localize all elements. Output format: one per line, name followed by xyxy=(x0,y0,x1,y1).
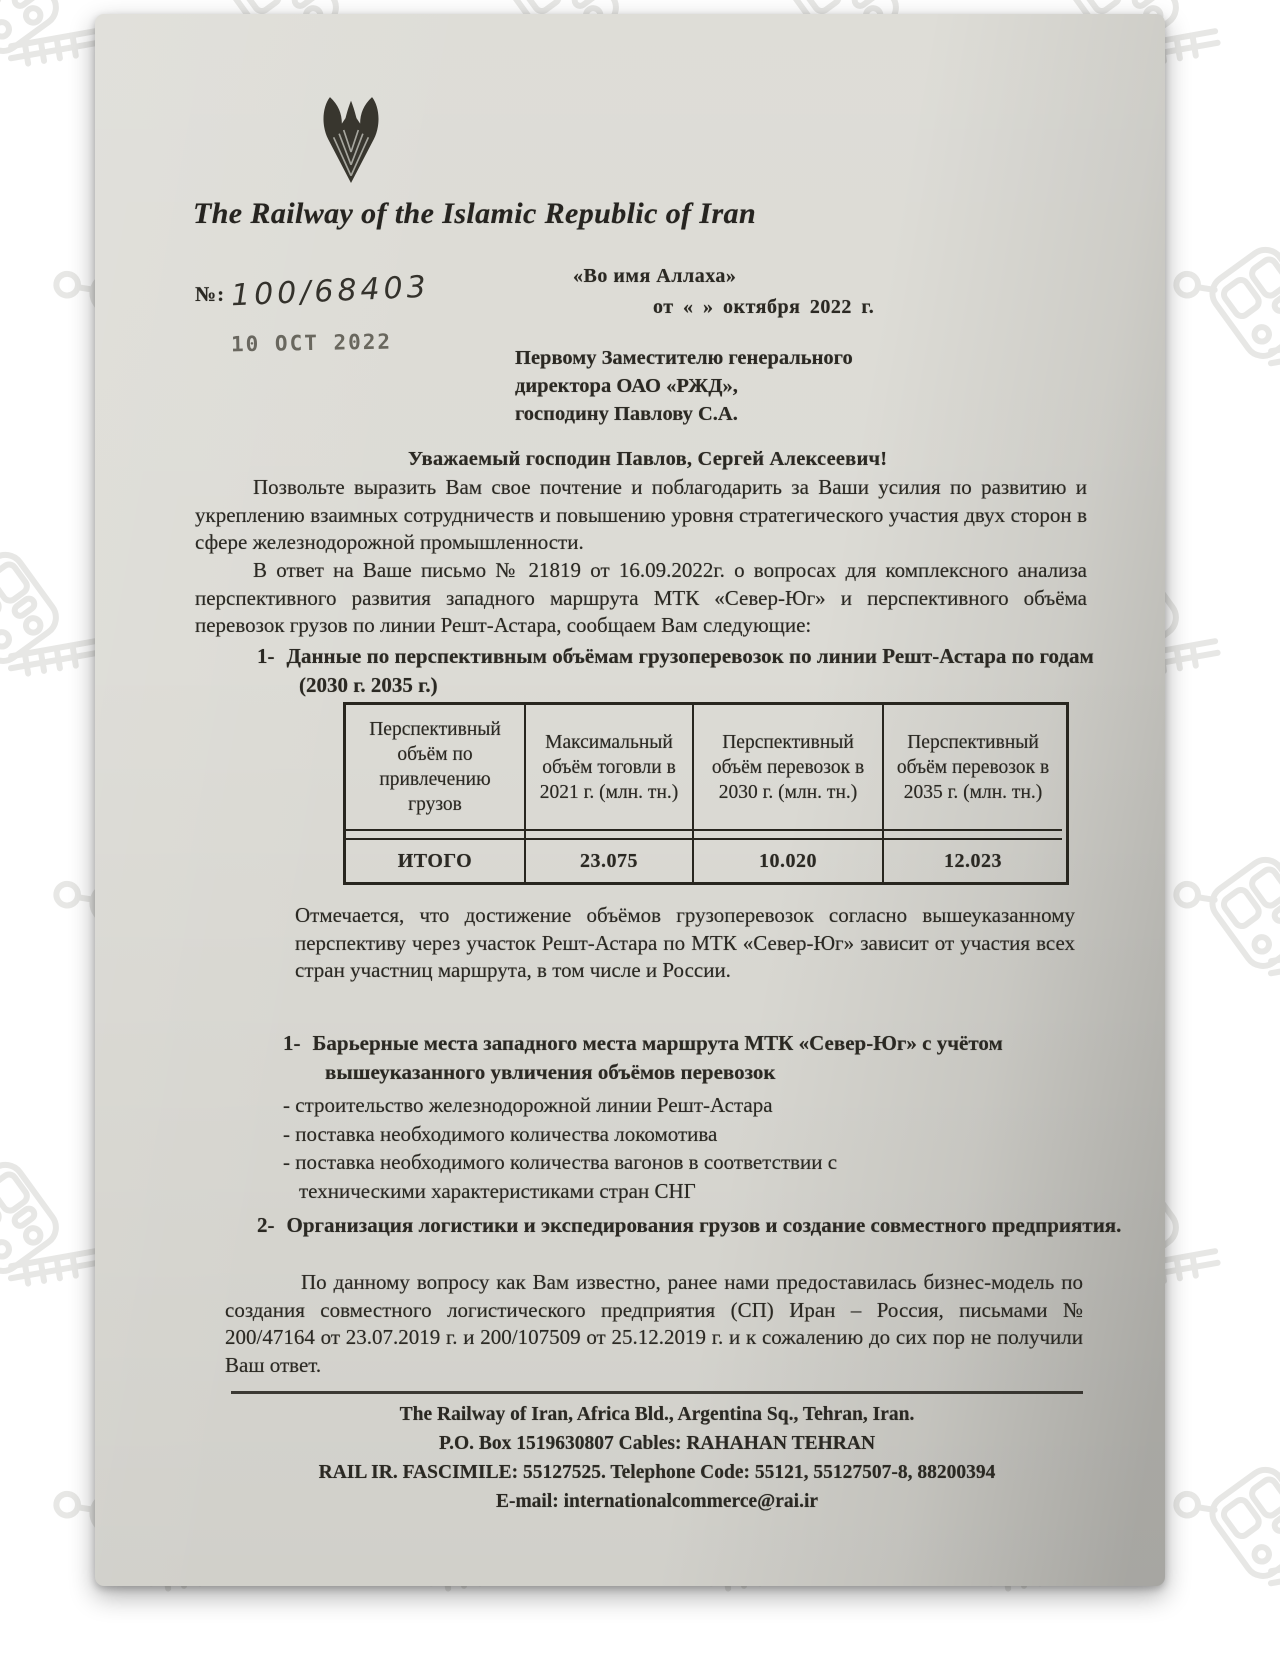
footer-divider xyxy=(231,1391,1083,1394)
item-1-heading xyxy=(257,642,1139,700)
letter-date-line: от « » октября 2022 г. xyxy=(653,296,875,318)
table-total-value-2030: 10.020 xyxy=(694,840,884,882)
reference-number-label: №: xyxy=(195,282,226,306)
footer-block xyxy=(231,1400,1083,1516)
section-2-heading xyxy=(257,1211,1147,1240)
footer-email-line: E-mail: internationalcommerce@rai.ir xyxy=(495,1491,819,1512)
addressee-line: Первому Заместителю генерального xyxy=(515,347,853,369)
table-rule-spacer xyxy=(526,831,694,840)
footer-address-line: The Railway of Iran, Africa Bld., Argentina Sq., Tehran, Iran. xyxy=(399,1404,915,1425)
item-1-number: 1- xyxy=(257,644,275,668)
barrier-list-item: - строительство железнодорожной линии Решт-Астара xyxy=(283,1093,773,1117)
note-paragraph: Отмечается, что достижение объёмов грузоперевозок согласно вышеуказанному перспективу через участок Решт-Астара по МТК «Север-Юг» зависит от участия всех стран участниц маршрута, в том числе и России. xyxy=(295,903,1075,982)
barrier-list-item: - поставка необходимого количества локомотива xyxy=(283,1121,718,1146)
table-rule-spacer xyxy=(694,831,884,840)
reference-number xyxy=(195,269,431,314)
section-2-paragraph: По данному вопросу как Вам известно, ранее нами предоставилась бизнес-модель по создания совместного логистического предприятия (СП) Иран – Россия, письмами № 200/47164 от 23.07.2019 г. и 200/107509 от 25.12.2019 г. и к сожалению до сих пор не получили Ваш ответ. xyxy=(225,1270,1083,1377)
bismillah-text: «Во имя Аллаха» xyxy=(573,265,737,287)
addressee-line: господину Павлову С.А. xyxy=(515,403,738,425)
table-total-label: ИТОГО xyxy=(346,840,526,882)
barriers-number: 1- xyxy=(283,1031,301,1055)
railway-logo-eagle-icon xyxy=(319,92,383,190)
date-stamp: 10 OCT 2022 xyxy=(230,329,393,357)
barrier-list-item: - поставка необходимого количества вагонов в соответствии с техническими характеристиками стран СНГ xyxy=(283,1150,838,1203)
table-header-cell: Перспективный объём перевозок в 2030 г. (млн. тн.) xyxy=(694,705,884,831)
reply-paragraph: В ответ на Ваше письмо № 21819 от 16.09.2022г. о вопросах для комплексного анализа перспективного развития западного маршрута МТК «Север-Юг» и перспективного объёма перевозок грузов по линии Решт-Астара, сообщаем Вам следующие: xyxy=(195,558,1087,637)
footer-phone-line: RAIL IR. FASCIMILE: 55127525. Telephone Code: 55121, 55127507-8, 88200394 xyxy=(318,1462,996,1483)
table-rule-spacer xyxy=(346,831,526,840)
item-1-text: Данные по перспективным объёмам грузоперевозок по линии Решт-Астара по годам (2030 г. 2035 г.) xyxy=(286,644,1094,697)
table-total-value-2035: 12.023 xyxy=(944,849,1002,872)
table-header-cell: Перспективный объём по привлечению грузов xyxy=(346,705,526,831)
table-header-cell: Максимальный объём тоговли в 2021 г. (млн. тн.) xyxy=(526,705,694,831)
barriers-heading-text: Барьерные места западного места маршрута МТК «Север-Юг» с учётом вышеуказанного увличения объёмов перевозок xyxy=(312,1031,1003,1084)
cargo-volumes-table xyxy=(343,702,1069,885)
addressee-line: директора ОАО «РЖД», xyxy=(515,375,738,397)
addressee-block xyxy=(515,344,945,428)
barriers-heading xyxy=(283,1029,1093,1086)
intro-paragraph: Позвольте выразить Вам свое почтение и поблагодарить за Ваши усилия по развитию и укреплению взаимных сотрудничеств и повышению уровня стратегического участия двух сторон в сфере железнодорожной промышленности. xyxy=(195,475,1087,554)
section-2-number: 2- xyxy=(257,1213,275,1237)
salutation: Уважаемый господин Павлов, Сергей Алексеевич! xyxy=(408,448,888,470)
table-total-value-2021: 23.075 xyxy=(526,840,694,882)
section-2-heading-text: Организация логистики и экспедирования грузов и создание совместного предприятия. xyxy=(286,1213,1122,1237)
barriers-section xyxy=(283,1029,1093,1205)
organization-title: The Railway of the Islamic Republic of Iran xyxy=(193,197,757,230)
table-rule-spacer xyxy=(884,831,1062,840)
barriers-list xyxy=(283,1091,933,1205)
table-header-cell: Перспективный объём перевозок в 2035 г. (млн. тн.) xyxy=(884,705,1062,831)
footer-pobox-line: P.O. Box 1519630807 Cables: RAHAHAN TEHRAN xyxy=(438,1433,876,1454)
document-scan xyxy=(95,14,1165,1586)
reference-number-value: 100/68403 xyxy=(230,269,431,314)
